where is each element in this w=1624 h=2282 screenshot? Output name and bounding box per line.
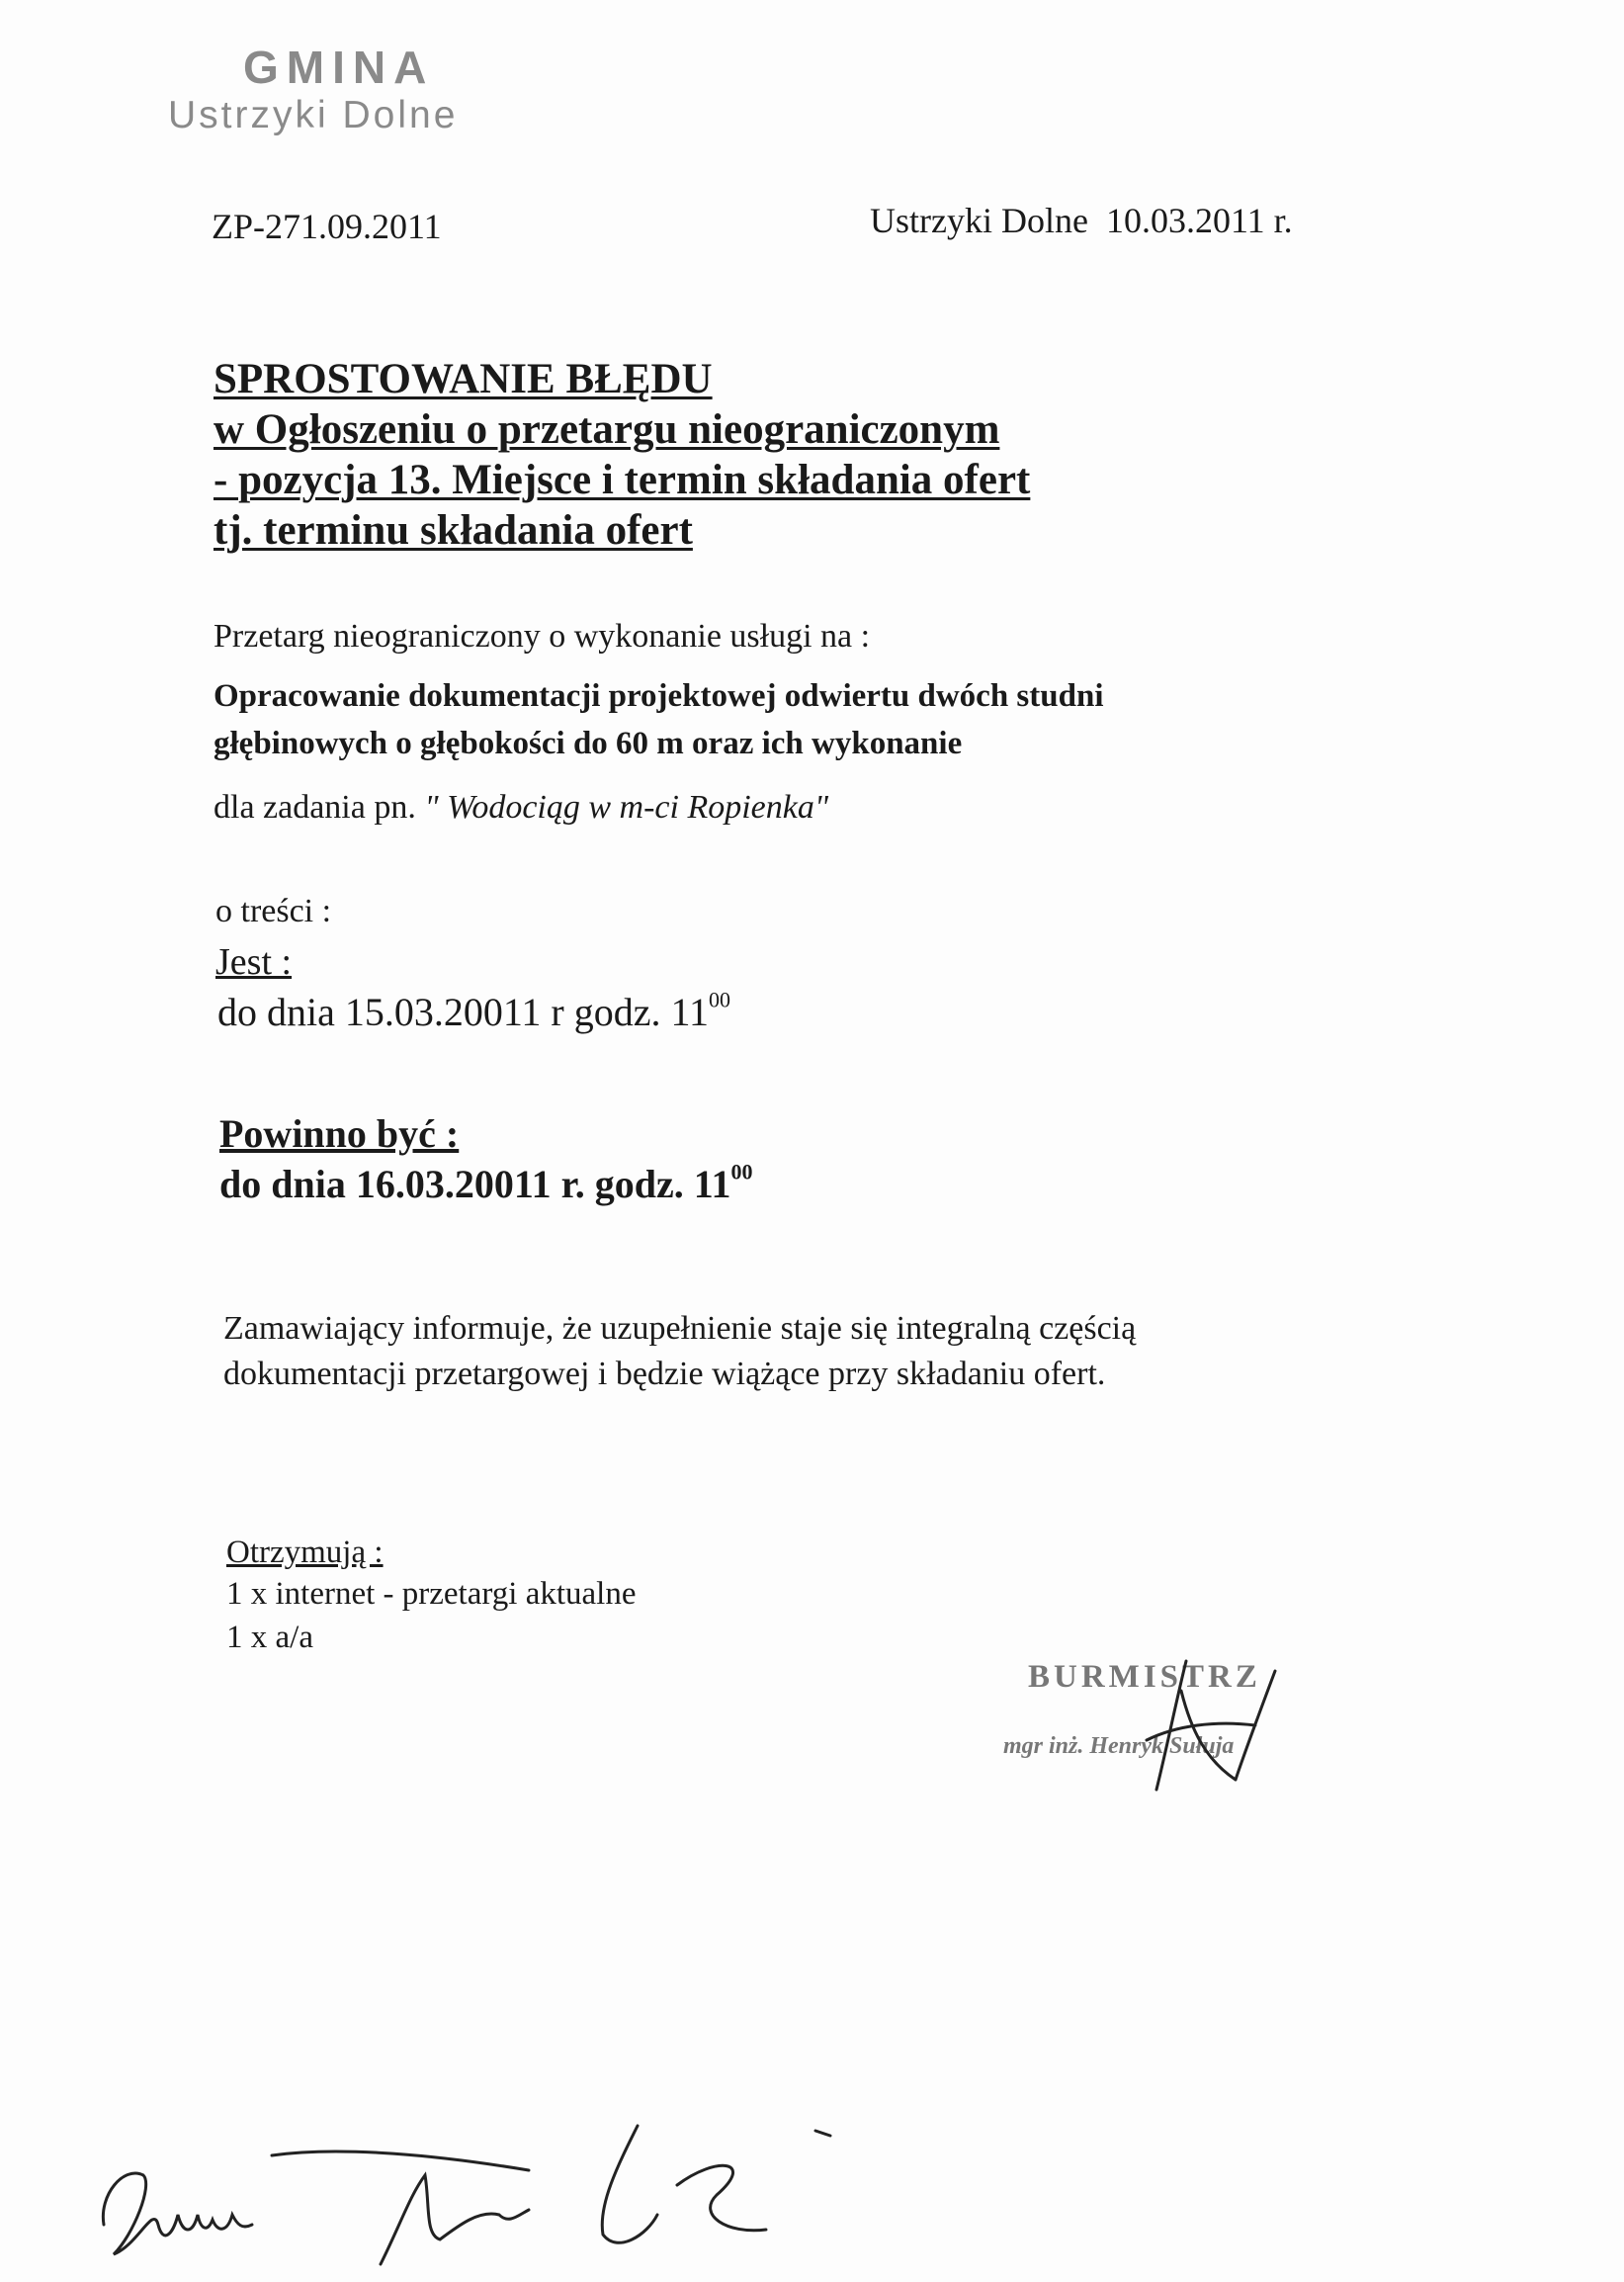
title-line-2: w Ogłoszeniu o przetargu nieograniczonym	[214, 406, 1000, 453]
title-line-3: - pozycja 13. Miejsce i termin składania ofert	[214, 457, 1031, 503]
info-paragraph	[223, 1306, 1136, 1397]
corrected-value	[219, 1161, 753, 1207]
mayor-signature	[1087, 1631, 1285, 1799]
handwritten-signatures	[84, 2116, 875, 2274]
stamp-line-1: GMINA	[243, 42, 435, 93]
recipient-item: 1 x internet - przetargi aktualne	[226, 1576, 637, 1612]
document-title	[214, 354, 1030, 556]
title-line-1: SPROSTOWANIE BŁĘDU	[214, 356, 713, 402]
info-line-1: Zamawiający informuje, że uzupełnienie staje się integralną częścią	[223, 1310, 1137, 1347]
title-line-4: tj. terminu składania ofert	[214, 507, 693, 554]
info-line-2: dokumentacji przetargowej i będzie wiążące przy składaniu ofert.	[223, 1356, 1106, 1392]
content-label: o treści :	[215, 893, 332, 929]
current-date-text: do dnia 15.03.20011 r godz. 11	[217, 990, 709, 1034]
stamp-line-2: Ustrzyki Dolne	[168, 94, 459, 136]
current-label: Jest :	[215, 941, 293, 983]
reference-number: ZP-271.09.2011	[212, 207, 442, 246]
recipient-item: 1 x a/a	[226, 1620, 313, 1655]
recipients-list	[226, 1572, 636, 1659]
subject-line-1: Opracowanie dokumentacji projektowej odwiertu dwóch studni	[214, 678, 1104, 714]
current-value	[217, 989, 730, 1035]
subject-line-2: głębinowych o głębokości do 60 m oraz ich wykonanie	[214, 726, 963, 761]
corrected-minutes: 00	[730, 1159, 753, 1185]
current-minutes: 00	[708, 987, 730, 1012]
corrected-date-text: do dnia 16.03.20011 r. godz. 11	[219, 1162, 731, 1206]
recipients-label: Otrzymują :	[226, 1535, 384, 1570]
mayor-name-stamp: mgr inż. Henryk Sułuja	[1003, 1733, 1235, 1759]
task-line	[214, 789, 828, 827]
corrected-label: Powinno być :	[219, 1111, 460, 1156]
municipality-stamp	[168, 42, 504, 138]
place-and-date: Ustrzyki Dolne 10.03.2011 r.	[870, 201, 1293, 240]
tender-subject	[214, 672, 1104, 767]
task-prefix: dla zadania pn.	[214, 789, 416, 826]
tender-intro: Przetarg nieograniczony o wykonanie usługi na :	[214, 618, 871, 655]
mayor-title-stamp: BURMISTRZ	[1028, 1659, 1261, 1695]
task-name: " Wodociąg w m-ci Ropienka"	[424, 789, 829, 826]
